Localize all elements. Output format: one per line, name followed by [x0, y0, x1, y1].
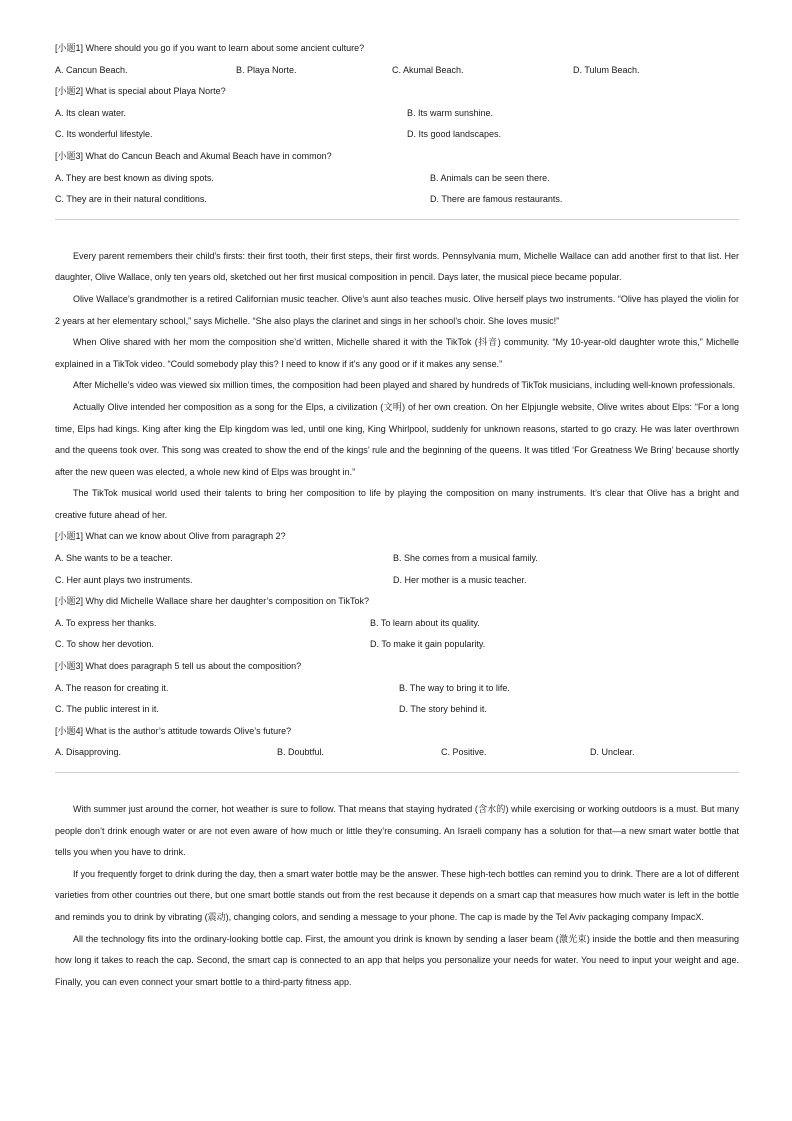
option-c: C. Akumal Beach.: [392, 64, 464, 75]
option-d: D. Its good landscapes.: [407, 129, 502, 140]
passage3-paragraph-1: With summer just around the corner, hot weather is sure to follow. That means that staying hydrated (含水的) while exercising or working outdoors is a must. But many people don’t drink enough water or are not even aware of how much or little they’re consuming. An Israeli company has a solution for that—a new smart water bottle that tells you when you have to drink.: [55, 804, 739, 858]
option-d: D. To make it gain popularity.: [370, 639, 486, 650]
option-b: B. She comes from a musical family.: [393, 553, 538, 564]
question-2-3-options: [55, 678, 739, 721]
option-b: B. Playa Norte.: [236, 64, 297, 75]
option-c: C. They are in their natural conditions.: [55, 194, 207, 205]
passage2-paragraph-2: Olive Wallace’s grandmother is a retired Californian music teacher. Olive’s aunt also teaches music. Olive herself plays two instruments. “Olive has played the violin for 2 years at her elementary school,” says Michelle. “She also plays the clarinet and sings in her school’s choir. She loves music!”: [55, 293, 739, 326]
option-b: B. Doubtful.: [277, 747, 325, 758]
passage3-paragraph-2: If you frequently forget to drink during the day, then a smart water bottle may be the answer. These high-tech bottles can remind you to drink. There are a lot of different varieties from other countries out there, but one smart bottle stands out from the rest because it depends on a smart cap that measures how much water is left in the bottle and reminds you to drink by vibrating (震动), changing colors, and sending a message to your phone. The cap is made by the Tel Aviv packaging company ImpacX.: [55, 868, 739, 922]
option-a: A. The reason for creating it.: [55, 682, 169, 693]
option-d: D. There are famous restaurants.: [430, 194, 563, 205]
option-b: B. The way to bring it to life.: [399, 682, 510, 693]
question-2-4-options: [55, 742, 739, 764]
option-c: C. The public interest in it.: [55, 704, 159, 715]
option-a: A. Cancun Beach.: [55, 64, 128, 75]
question-2-2: [小题2] Why did Michelle Wallace share her daughter’s composition on TikTok?: [55, 596, 369, 607]
spacer: [55, 781, 739, 799]
question-1-1: [小题1] Where should you go if you want to learn about some ancient culture?: [55, 43, 365, 53]
option-d: D. The story behind it.: [399, 704, 487, 715]
option-c: C. Positive.: [441, 747, 487, 758]
option-c: C. Her aunt plays two instruments.: [55, 574, 193, 585]
question-1-1-options: [55, 60, 739, 82]
question-1-3: [小题3] What do Cancun Beach and Akumal Beach have in common?: [55, 150, 332, 161]
option-d: D. Her mother is a music teacher.: [393, 574, 527, 585]
option-b: B. To learn about its quality.: [370, 617, 480, 628]
passage2-paragraph-4: After Michelle’s video was viewed six million times, the composition had been played and shared by hundreds of TikTok musicians, including well-known professionals.: [73, 380, 736, 391]
option-a: A. Disapproving.: [55, 747, 122, 758]
option-a: A. To express her thanks.: [55, 617, 157, 628]
question-2-1-options: [55, 548, 739, 591]
option-c: C. Its wonderful lifestyle.: [55, 129, 153, 140]
passage2-paragraph-6: The TikTok musical world used their talents to bring her composition to life by playing the composition on many instruments. It’s clear that Olive has a bright and creative future ahead of her.: [55, 488, 739, 520]
passage2-paragraph-1: Every parent remembers their child’s firsts: their first tooth, their first steps, their first words. Pennsylvania mum, Michelle Wallace can add another first to that list. Her daughter, Olive Wallace, only ten years old, sketched out her first musical composition in pencil. Days later, the musical piece became popular.: [55, 250, 739, 283]
spacer: [55, 228, 739, 246]
section-divider: [55, 772, 739, 773]
option-a: A. Its clean water.: [55, 107, 127, 118]
option-c: C. To show her devotion.: [55, 639, 154, 650]
option-b: B. Its warm sunshine.: [407, 107, 494, 118]
option-b: B. Animals can be seen there.: [430, 172, 550, 183]
passage2-paragraph-5: Actually Olive intended her composition as a song for the Elps, a civilization (文明) of her own creation. On her Elpjungle website, Olive writes about Elps: “For a long time, Elps had kings. King after king the Elp kingdom was led, until one king, King Whirlpool, suddenly for unknown reasons, started to go crazy. He was later overthrown and the queens took over. This song was created to show the end of the kings’ rule and the beginning of the queens. It was titled ‘For Greatness We Bring’ because shortly after the new queen was elected, a whole new kind of Elps was brought in.”: [55, 401, 739, 477]
question-1-3-options: [55, 168, 739, 211]
question-2-4: [小题4] What is the author’s attitude towards Olive’s future?: [55, 725, 292, 736]
question-2-1: [小题1] What can we know about Olive from paragraph 2?: [55, 531, 286, 542]
section-divider: [55, 219, 739, 220]
question-2-3: [小题3] What does paragraph 5 tell us about the composition?: [55, 661, 302, 672]
question-1-2-options: [55, 103, 739, 146]
passage3-paragraph-3: All the technology fits into the ordinary-looking bottle cap. First, the amount you drink is known by sending a laser beam (激光束) inside the bottle and then measuring how long it takes to reach the cap. Second, the smart cap is connected to an app that helps you personalize your needs for water. You need to input your weight and age. Finally, you can even connect your smart bottle to a third-party fitness app.: [55, 933, 739, 987]
option-a: A. She wants to be a teacher.: [55, 553, 173, 564]
question-1-2: [小题2] What is special about Playa Norte?: [55, 86, 226, 97]
passage2-paragraph-3: When Olive shared with her mom the composition she’d written, Michelle shared it with the TikTok (抖音) community. “My 10-year-old daughter wrote this,” Michelle explained in a TikTok video. “Could somebody play this? I need to know if it’s any good or if it makes any sense.”: [55, 337, 739, 369]
question-2-2-options: [55, 613, 739, 656]
worksheet-page: [55, 38, 739, 993]
option-d: D. Tulum Beach.: [573, 64, 640, 75]
option-d: D. Unclear.: [590, 747, 635, 758]
option-a: A. They are best known as diving spots.: [55, 172, 214, 183]
